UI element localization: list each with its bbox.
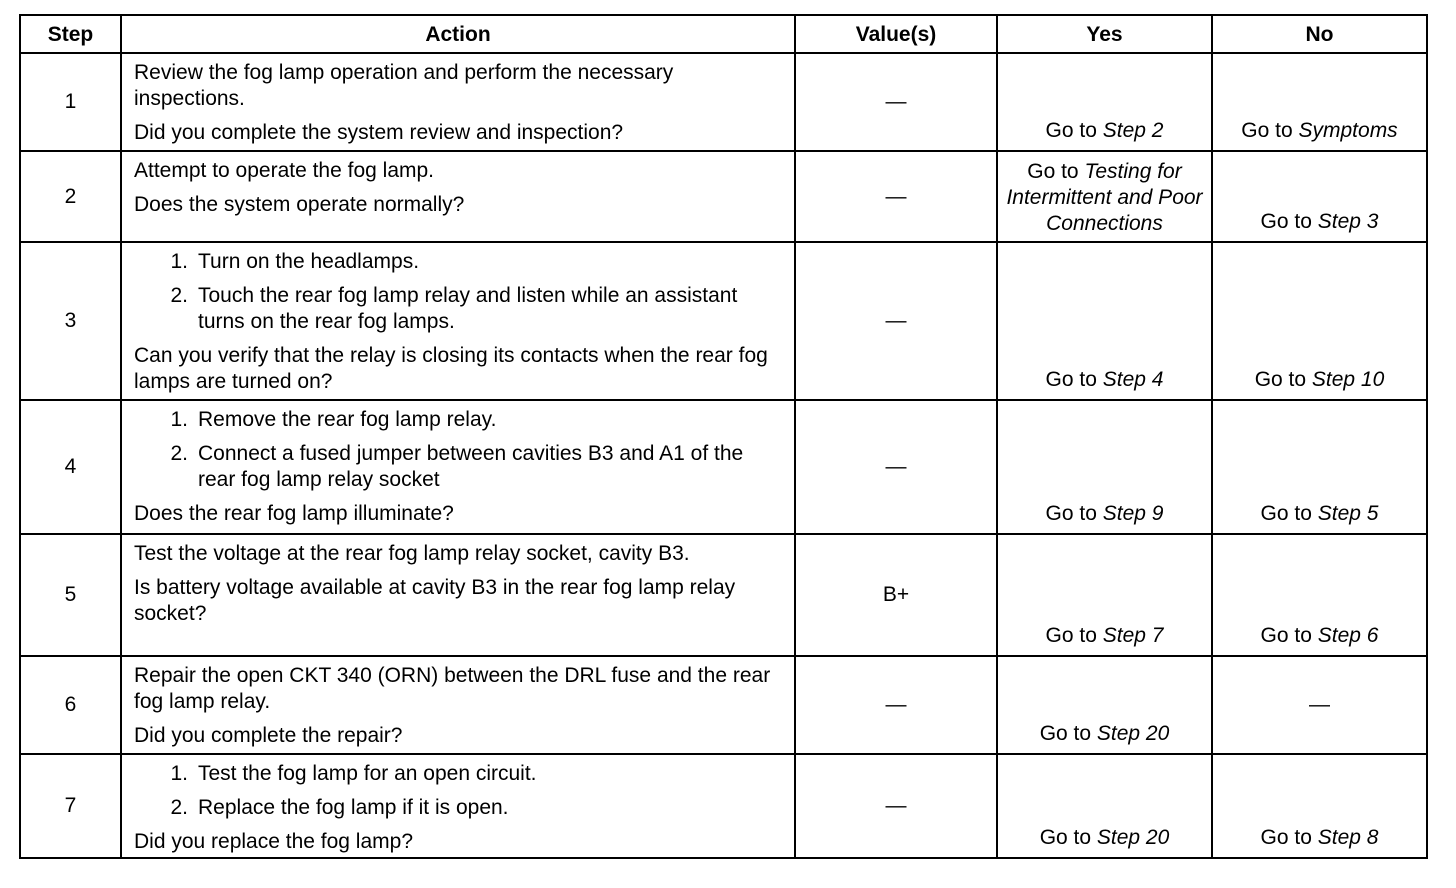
action-cell <box>121 151 795 242</box>
list-text: Turn on the headlamps. <box>198 250 420 273</box>
list-number: 2. <box>170 796 188 819</box>
yes-prefix: Go to <box>1039 722 1097 745</box>
yes-prefix: Go to <box>1045 368 1103 391</box>
yes-link[interactable]: Step 7 <box>1102 624 1164 647</box>
table-row <box>20 534 1427 656</box>
header-action: Action <box>121 15 795 53</box>
action-question: Does the system operate normally? <box>134 193 465 216</box>
list-number: 1. <box>170 762 188 785</box>
action-text: Attempt to operate the fog lamp. <box>134 159 435 182</box>
yes-link[interactable]: Step 9 <box>1102 502 1164 525</box>
table-row <box>20 754 1427 858</box>
yes-link[interactable]: Step 20 <box>1096 826 1170 849</box>
action-question: Is battery voltage available at cavity B3 in the rear fog lamp relay socket? <box>134 576 736 625</box>
no-cell: — <box>1212 656 1427 754</box>
list-item <box>134 441 784 493</box>
value-cell: — <box>795 400 997 534</box>
no-prefix: Go to <box>1241 119 1299 142</box>
value-cell: — <box>795 242 997 400</box>
no-link[interactable]: Step 10 <box>1311 368 1385 391</box>
value-cell: B+ <box>795 534 997 656</box>
value-cell: — <box>795 151 997 242</box>
list-text: Replace the fog lamp if it is open. <box>198 796 509 819</box>
list-text: Touch the rear fog lamp relay and listen while an assistant turns on the rear fog lamps. <box>198 284 738 333</box>
action-question: Did you replace the fog lamp? <box>134 830 413 853</box>
yes-link[interactable]: Testing for Intermittent and Poor Connections <box>1006 160 1203 235</box>
action-question: Did you complete the system review and inspection? <box>134 121 624 144</box>
action-cell <box>121 754 795 858</box>
step-number: 6 <box>20 656 121 754</box>
step-number: 5 <box>20 534 121 656</box>
table-row <box>20 53 1427 151</box>
action-cell <box>121 400 795 534</box>
no-link[interactable]: Step 8 <box>1317 826 1379 849</box>
no-cell[interactable] <box>1212 754 1427 858</box>
yes-link[interactable]: Step 4 <box>1102 368 1164 391</box>
header-yes: Yes <box>997 15 1212 53</box>
yes-prefix: Go to <box>1045 624 1103 647</box>
header-no: No <box>1212 15 1427 53</box>
action-question: Did you complete the repair? <box>134 724 403 747</box>
action-text: Review the fog lamp operation and perform the necessary inspections. <box>134 61 674 110</box>
yes-cell[interactable] <box>997 151 1212 242</box>
action-cell <box>121 53 795 151</box>
action-cell <box>121 534 795 656</box>
table-row <box>20 400 1427 534</box>
yes-prefix: Go to <box>1045 502 1103 525</box>
list-text: Remove the rear fog lamp relay. <box>198 408 497 431</box>
step-number: 3 <box>20 242 121 400</box>
yes-cell[interactable] <box>997 656 1212 754</box>
no-link[interactable]: Step 3 <box>1317 210 1379 233</box>
list-item <box>134 283 784 335</box>
list-number: 2. <box>170 284 188 307</box>
list-text: Test the fog lamp for an open circuit. <box>198 762 537 785</box>
list-number: 1. <box>170 408 188 431</box>
no-prefix: Go to <box>1260 210 1318 233</box>
list-item <box>134 407 784 433</box>
no-link[interactable]: Step 6 <box>1317 624 1379 647</box>
action-cell <box>121 656 795 754</box>
step-number: 2 <box>20 151 121 242</box>
list-item <box>134 249 784 275</box>
no-cell[interactable] <box>1212 242 1427 400</box>
value-cell: — <box>795 53 997 151</box>
list-number: 1. <box>170 250 188 273</box>
no-link[interactable]: Symptoms <box>1298 119 1398 142</box>
table-row <box>20 151 1427 242</box>
yes-link[interactable]: Step 2 <box>1102 119 1164 142</box>
yes-prefix: Go to <box>1045 119 1103 142</box>
no-cell[interactable] <box>1212 53 1427 151</box>
table-row <box>20 656 1427 754</box>
table-row <box>20 242 1427 400</box>
header-row <box>20 15 1427 53</box>
diagnostic-table <box>19 14 1428 859</box>
no-cell[interactable] <box>1212 534 1427 656</box>
yes-prefix: Go to <box>1039 826 1097 849</box>
no-cell[interactable] <box>1212 151 1427 242</box>
step-number: 4 <box>20 400 121 534</box>
yes-cell[interactable] <box>997 400 1212 534</box>
no-link[interactable]: Step 5 <box>1317 502 1379 525</box>
value-cell: — <box>795 656 997 754</box>
no-cell[interactable] <box>1212 400 1427 534</box>
action-text: Test the voltage at the rear fog lamp relay socket, cavity B3. <box>134 542 690 565</box>
header-step: Step <box>20 15 121 53</box>
yes-link[interactable]: Step 20 <box>1096 722 1170 745</box>
no-prefix: Go to <box>1260 502 1318 525</box>
header-values: Value(s) <box>795 15 997 53</box>
no-prefix: Go to <box>1260 826 1318 849</box>
action-question: Can you verify that the relay is closing its contacts when the rear fog lamps are turned on? <box>134 344 768 393</box>
value-cell: — <box>795 754 997 858</box>
step-number: 7 <box>20 754 121 858</box>
step-number: 1 <box>20 53 121 151</box>
action-cell <box>121 242 795 400</box>
no-prefix: Go to <box>1260 624 1318 647</box>
list-item <box>134 795 784 821</box>
list-item <box>134 761 784 787</box>
list-number: 2. <box>170 442 188 465</box>
yes-cell[interactable] <box>997 534 1212 656</box>
yes-cell[interactable] <box>997 754 1212 858</box>
yes-cell[interactable] <box>997 53 1212 151</box>
action-question: Does the rear fog lamp illuminate? <box>134 502 454 525</box>
no-prefix: Go to <box>1254 368 1312 391</box>
yes-cell[interactable] <box>997 242 1212 400</box>
yes-prefix: Go to <box>1027 160 1085 183</box>
list-text: Connect a fused jumper between cavities B3 and A1 of the rear fog lamp relay socket <box>198 442 744 491</box>
action-text: Repair the open CKT 340 (ORN) between the DRL fuse and the rear fog lamp relay. <box>134 664 771 713</box>
